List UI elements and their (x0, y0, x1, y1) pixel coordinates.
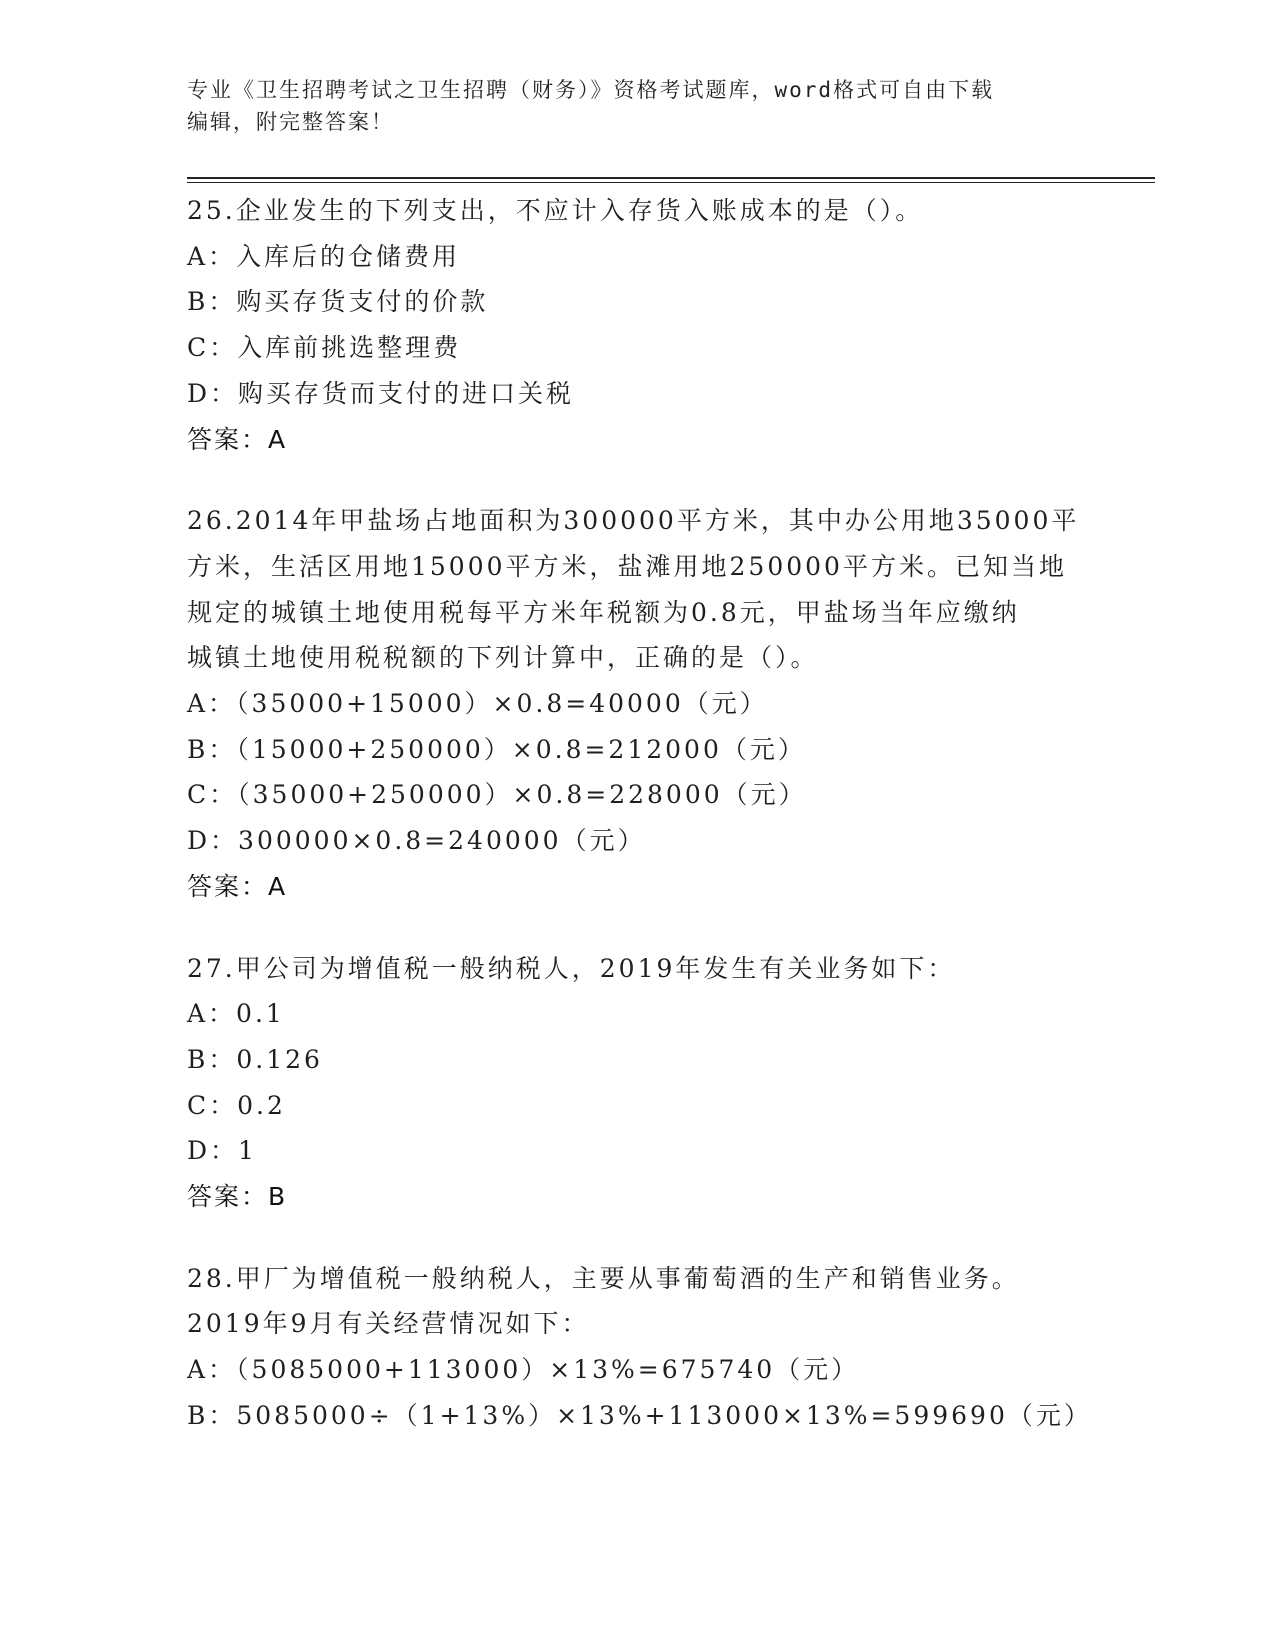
question-stem-line: 28.甲厂为增值税一般纳税人，主要从事葡萄酒的生产和销售业务。 (187, 1263, 1020, 1293)
question-stem-line: 城镇土地使用税税额的下列计算中，正确的是（）。 (187, 643, 819, 673)
header-divider-thick (187, 177, 1155, 179)
answer-option: C：入库前挑选整理费 (187, 333, 462, 363)
answer-option: D：1 (187, 1136, 257, 1166)
answer-option: A：0.1 (187, 999, 285, 1029)
answer-option: D：购买存货而支付的进口关税 (187, 378, 575, 408)
question-list (187, 188, 1092, 1475)
document-header (187, 74, 1087, 138)
question-block (187, 188, 1087, 462)
answer-option: B：0.126 (187, 1044, 323, 1074)
question-stem-line: 25.企业发生的下列支出，不应计入存货入账成本的是（）。 (187, 196, 924, 225)
header-line-2: 编辑，附完整答案！ (187, 110, 394, 134)
answer-option: B：5085000÷（1+13%）×13%+113000×13%=599690（元） (187, 1400, 1092, 1430)
answer-option: B：（15000+250000）×0.8=212000（元） (187, 734, 806, 764)
answer-option: C：0.2 (187, 1090, 286, 1120)
answer-option: B：购买存货支付的价款 (187, 287, 489, 317)
correct-answer: 答案：B (187, 1182, 288, 1212)
question-stem-line: 2019年9月有关经营情况如下： (187, 1309, 590, 1339)
answer-option: A：（5085000+113000）×13%=675740（元） (187, 1355, 860, 1385)
question-stem-line: 27.甲公司为增值税一般纳税人，2019年发生有关业务如下： (187, 953, 956, 983)
answer-option: A：（35000+15000）×0.8=40000（元） (187, 689, 768, 719)
question-stem-line: 方米，生活区用地15000平方米，盐滩用地250000平方米。已知当地 (187, 551, 1067, 581)
correct-answer: 答案：A (187, 871, 288, 901)
answer-option: C：（35000+250000）×0.8=228000（元） (187, 780, 807, 810)
question-block (187, 946, 1087, 1220)
header-divider-thin (187, 182, 1155, 183)
question-block (187, 498, 1087, 909)
answer-option: D：300000×0.8=240000（元） (187, 826, 646, 856)
question-block (187, 1256, 1092, 1439)
header-line-1: 专业《卫生招聘考试之卫生招聘（财务）》资格考试题库，word格式可自由下载 (187, 78, 995, 102)
correct-answer: 答案：A (187, 424, 288, 454)
question-stem-line: 26.2014年甲盐场占地面积为300000平方米，其中办公用地35000平 (187, 506, 1080, 536)
question-stem-line: 规定的城镇土地使用税每平方米年税额为0.8元，甲盐场当年应缴纳 (187, 597, 1020, 627)
answer-option: A：入库后的仓储费用 (187, 241, 461, 271)
